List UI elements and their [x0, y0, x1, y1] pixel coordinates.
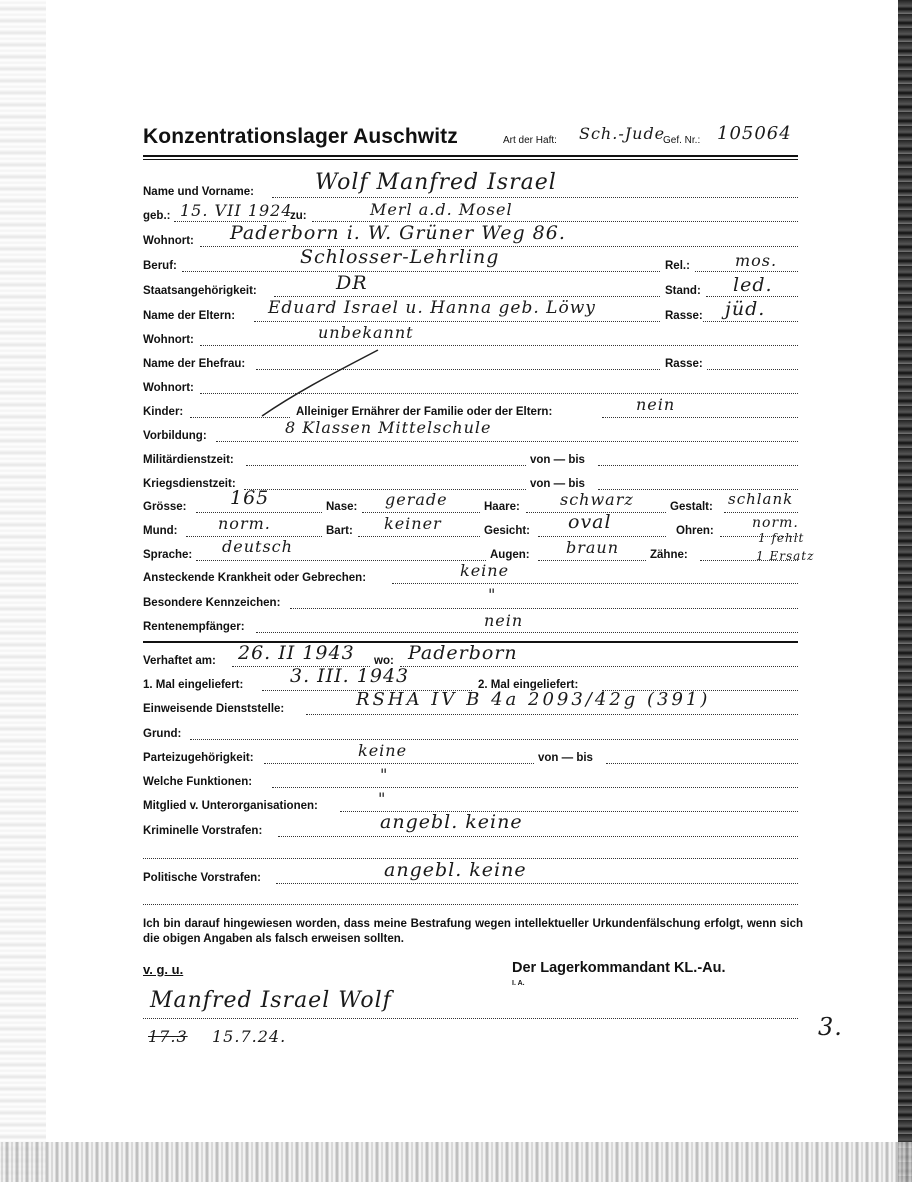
renten-value: nein: [484, 611, 524, 630]
krankheit-value: keine: [460, 561, 510, 580]
nase-value: gerade: [385, 490, 448, 509]
dienststelle-label: Einweisende Dienststelle:: [143, 703, 285, 715]
nr-label: Gef. Nr.:: [663, 135, 701, 146]
nase-label: Nase:: [326, 501, 358, 513]
rel-label: Rel.:: [665, 260, 690, 272]
ohren-label: Ohren:: [676, 525, 714, 537]
zu-value: Merl a.d. Mosel: [370, 200, 513, 219]
militaer-line-2: [598, 464, 798, 466]
grund-label: Grund:: [143, 728, 182, 740]
ernaehrer-value: nein: [636, 395, 676, 414]
wohnort2-value: unbekannt: [318, 323, 414, 342]
beruf-value: Schlosser-Lehrling: [300, 246, 500, 268]
groesse-value: 165: [230, 487, 270, 509]
kennzeichen-label: Besondere Kennzeichen:: [143, 597, 281, 609]
mal2-label: 2. Mal eingeliefert:: [478, 679, 579, 691]
vorbildung-line: [216, 440, 798, 442]
sprache-label: Sprache:: [143, 549, 193, 561]
wo-value: Paderborn: [408, 642, 518, 664]
militaer-line: [246, 464, 526, 466]
rel-value: mos.: [735, 251, 778, 270]
haft-label: Art der Haft:: [503, 135, 557, 146]
dienststelle-value: RSHA IV B 4a 2093/42g (391): [356, 689, 711, 710]
wo-line: [400, 665, 798, 667]
kennzeichen-value: ": [488, 585, 497, 604]
zu-label: zu:: [290, 210, 307, 222]
eltern-label: Name der Eltern:: [143, 310, 236, 322]
signature-line: [143, 1017, 798, 1019]
funktionen-label: Welche Funktionen:: [143, 776, 253, 788]
rasse2-label: Rasse:: [665, 358, 703, 370]
sprache-line: [196, 559, 486, 561]
vorbildung-value: 8 Klassen Mittelschule: [285, 418, 492, 437]
zaehne-value-1: 1 fehlt: [758, 531, 805, 545]
partei-von: von — bis: [538, 752, 593, 764]
zaehne-label: Zähne:: [650, 549, 688, 561]
beruf-label: Beruf:: [143, 260, 177, 272]
mal1-value: 3. III. 1943: [290, 665, 410, 687]
notice-text: Ich bin darauf hingewiesen worden, dass meine Bestrafung wegen intellektueller Urkundenfälschung erfolgt, wenn sich die obigen Angaben als falsch erweisen sollten.: [143, 918, 803, 945]
gestalt-value: schlank: [728, 490, 794, 508]
wohnort2-label: Wohnort:: [143, 334, 194, 346]
commandant-label: Der Lagerkommandant KL.-Au.: [512, 960, 726, 976]
krieg-von: von — bis: [530, 478, 585, 490]
staat-label: Staatsangehörigkeit:: [143, 285, 257, 297]
partei-line-2: [606, 762, 798, 764]
name-label: Name und Vorname:: [143, 186, 254, 198]
sprache-value: deutsch: [222, 537, 293, 556]
militaer-label: Militärdienstzeit:: [143, 454, 234, 466]
krieg-label: Kriegsdienstzeit:: [143, 478, 236, 490]
groesse-label: Grösse:: [143, 501, 187, 513]
partei-value: keine: [358, 741, 408, 760]
verhaftet-value: 26. II 1943: [238, 642, 355, 664]
gesicht-value: oval: [568, 511, 612, 533]
mund-label: Mund:: [143, 525, 178, 537]
funktionen-value: ": [380, 765, 389, 784]
signature-date: 15.7.24.: [212, 1027, 287, 1046]
polit-label: Politische Vorstrafen:: [143, 872, 262, 884]
renten-label: Rentenempfänger:: [143, 621, 245, 633]
signature: Manfred Israel Wolf: [150, 988, 392, 1013]
wohnort-value: Paderborn i. W. Grüner Weg 86.: [230, 222, 566, 244]
wohnort3-label: Wohnort:: [143, 382, 194, 394]
grund-line: [190, 738, 798, 740]
wo-label: wo:: [374, 655, 394, 667]
militaer-von: von — bis: [530, 454, 585, 466]
haare-label: Haare:: [484, 501, 520, 513]
nr-value: 105064: [717, 123, 792, 144]
polit-value: angebl. keine: [384, 859, 527, 881]
gesicht-label: Gesicht:: [484, 525, 531, 537]
renten-line: [256, 631, 798, 633]
mund-value: norm.: [218, 514, 271, 533]
rasse-label: Rasse:: [665, 310, 703, 322]
haare-value: schwarz: [560, 490, 634, 509]
name-value: Wolf Manfred Israel: [315, 170, 557, 195]
bart-value: keiner: [384, 514, 442, 533]
mal1-label: 1. Mal eingeliefert:: [143, 679, 244, 691]
bart-label: Bart:: [326, 525, 353, 537]
wohnort-label: Wohnort:: [143, 235, 194, 247]
ohren-value: norm.: [752, 515, 799, 531]
krankheit-line: [392, 582, 798, 584]
ernaehrer-label: Alleiniger Ernährer der Familie oder der Eltern:: [296, 406, 553, 418]
kennzeichen-line: [290, 607, 798, 609]
stand-label: Stand:: [665, 285, 701, 297]
unterorg-value: ": [378, 789, 387, 808]
augen-line: [538, 559, 646, 561]
bart-line: [358, 535, 480, 537]
polit-line-2: [143, 903, 798, 905]
vorbildung-label: Vorbildung:: [143, 430, 207, 442]
partei-line: [264, 762, 534, 764]
funktionen-line: [272, 786, 798, 788]
krankheit-label: Ansteckende Krankheit oder Gebrechen:: [143, 572, 367, 584]
stand-value: led.: [733, 274, 773, 296]
haft-value: Sch.-Jude: [579, 124, 666, 143]
eltern-value: Eduard Israel u. Hanna geb. Löwy: [268, 298, 596, 318]
staat-value: DR: [336, 272, 368, 294]
rasse-value: jüd.: [725, 298, 766, 320]
form-title: Konzentrationslager Auschwitz: [143, 125, 458, 148]
kinder-label: Kinder:: [143, 406, 184, 418]
augen-label: Augen:: [490, 549, 530, 561]
krim-label: Kriminelle Vorstrafen:: [143, 825, 263, 837]
geb-label: geb.:: [143, 210, 171, 222]
krim-value: angebl. keine: [380, 811, 523, 833]
margin-mark: 3.: [818, 1013, 843, 1041]
ehefrau-label: Name der Ehefrau:: [143, 358, 246, 370]
gestalt-label: Gestalt:: [670, 501, 713, 513]
dienststelle-line: [306, 713, 798, 715]
polit-line: [276, 882, 798, 884]
vgu-label: v. g. u.: [143, 962, 184, 977]
augen-value: braun: [566, 538, 620, 557]
krim-line: [278, 835, 798, 837]
verhaftet-label: Verhaftet am:: [143, 655, 216, 667]
partei-label: Parteizugehörigkeit:: [143, 752, 254, 764]
geb-value: 15. VII 1924: [180, 201, 293, 220]
unterorg-label: Mitglied v. Unterorganisationen:: [143, 800, 318, 812]
signature-date-struck: 17.3: [148, 1027, 188, 1046]
zaehne-value-2: 1 Ersatz: [756, 549, 815, 563]
ia-label: I. A.: [512, 980, 525, 987]
